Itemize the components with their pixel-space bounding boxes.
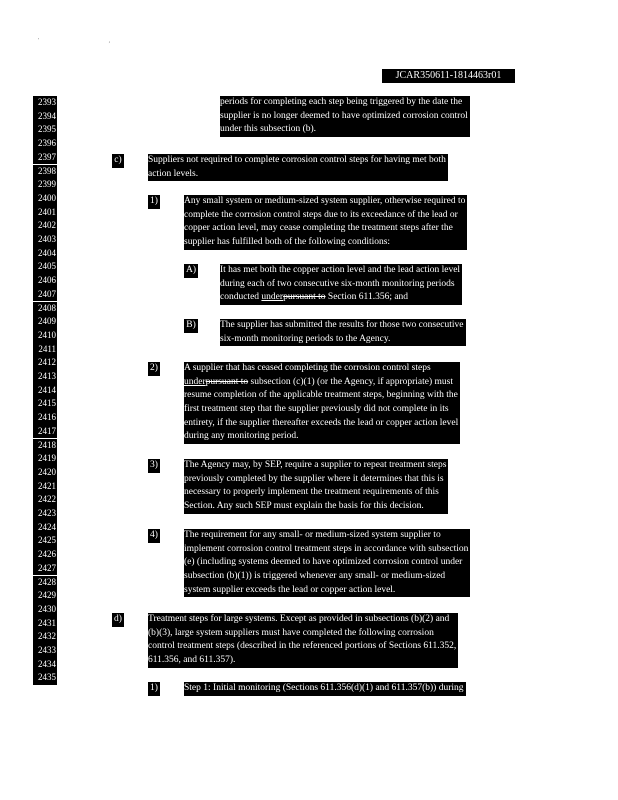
line-number: 2410 (33, 329, 57, 343)
line-number: 2430 (33, 603, 57, 617)
label-c-1-B: B) (184, 319, 198, 333)
line-number: 2418 (33, 439, 57, 453)
text-c-1-B: The supplier has submitted the results for those two consecutive six-month monitoring periods to the Agency. (220, 319, 466, 346)
label-subsection-c: c) (112, 154, 124, 168)
label-subsection-d: d) (112, 613, 124, 627)
line-number: 2408 (33, 302, 57, 316)
line-number: 2435 (33, 671, 57, 685)
label-c-1: 1) (148, 195, 160, 209)
text-c-1-A: It has met both the copper action level and the lead action level during each of two consecutive six-month monitoring periods conducted underpursuant to Section 611.356; and (220, 264, 462, 305)
text-b-continuation: periods for completing each step being triggered by the date the supplier is no longer deemed to have optimized corrosion control under this subsection (b). (220, 96, 470, 137)
line-number: 2393 (33, 96, 57, 110)
line-number: 2407 (33, 288, 57, 302)
line-number: 2414 (33, 384, 57, 398)
line-number: 2427 (33, 562, 57, 576)
line-number: 2433 (33, 644, 57, 658)
line-number: 2429 (33, 589, 57, 603)
line-number: 2411 (33, 343, 57, 357)
label-c-4: 4) (148, 529, 160, 543)
line-number: 2417 (33, 425, 57, 439)
line-number: 2398 (33, 165, 57, 179)
line-number: 2415 (33, 397, 57, 411)
document-reference-id: JCAR350611-1814463r01 (382, 69, 515, 83)
line-number: 2396 (33, 137, 57, 151)
line-number: 2395 (33, 123, 57, 137)
inserted-text: under (184, 376, 206, 387)
line-number: 2434 (33, 658, 57, 672)
text-c-3: The Agency may, by SEP, require a supplier to repeat treatment steps previously completed by the supplier where it determines that this is necessary to properly implement the treatment requirements of this Section. Any such SEP must explain the basis for this decision. (184, 459, 448, 514)
line-number: 2431 (33, 617, 57, 631)
inserted-text: under (261, 292, 284, 303)
line-number: 2397 (33, 151, 57, 165)
line-number: 2412 (33, 356, 57, 370)
line-number: 2399 (33, 178, 57, 192)
line-number: 2426 (33, 548, 57, 562)
text-c-4: The requirement for any small- or medium-sized system supplier to implement corrosion control treatment steps in accordance with subsection (e) (including systems deemed to have optimized corrosion control under subsection (b)(1)) is triggered whenever any small- or medium-sized system supplier exceeds the lead or copper action level. (184, 529, 470, 597)
text-d-1: Step 1: Initial monitoring (Sections 611.356(d)(1) and 611.357(b)) during (184, 682, 466, 696)
text-c-2: A supplier that has ceased completing the corrosion control steps underpursuant to subsection (c)(1) (or the Agency, if appropriate) must resume completion of the applicable treatment steps, beginning with the first treatment step that the supplier previously did not complete in its entirety, if the supplier thereafter exceeds the lead or copper action level during any monitoring period. (184, 362, 460, 444)
label-d-1: 1) (148, 682, 160, 696)
text-subsection-d: Treatment steps for large systems. Except as provided in subsections (b)(2) and (b)(3), large system suppliers must have completed the following corrosion control treatment steps (described in the referenced portions of Sections 611.352, 611.356, and 611.357). (148, 613, 458, 668)
line-number: 2400 (33, 192, 57, 206)
line-number: 2394 (33, 110, 57, 124)
scan-specks: ' , (38, 38, 145, 44)
line-number: 2402 (33, 219, 57, 233)
deleted-text: pursuant to (205, 376, 249, 387)
label-c-1-A: A) (184, 264, 198, 278)
text-c-1: Any small system or medium-sized system supplier, otherwise required to complete the corrosion control steps due to its exceedance of the lead or copper action level, may cease completing the treatment steps after the supplier has fulfilled both of the following conditions: (184, 195, 467, 250)
text-subsection-c: Suppliers not required to complete corrosion control steps for having met both action levels. (148, 154, 448, 181)
line-number: 2422 (33, 493, 57, 507)
line-number: 2428 (33, 576, 57, 590)
line-number: 2406 (33, 274, 57, 288)
deleted-text: pursuant to (283, 292, 326, 303)
line-number: 2420 (33, 466, 57, 480)
line-number: 2421 (33, 480, 57, 494)
line-number: 2423 (33, 507, 57, 521)
line-number: 2404 (33, 247, 57, 261)
line-number: 2403 (33, 233, 57, 247)
line-number: 2413 (33, 370, 57, 384)
line-number: 2409 (33, 315, 57, 329)
line-number: 2401 (33, 206, 57, 220)
label-c-3: 3) (148, 459, 160, 473)
line-number: 2419 (33, 452, 57, 466)
line-number: 2405 (33, 260, 57, 274)
line-number: 2425 (33, 534, 57, 548)
line-number: 2416 (33, 411, 57, 425)
line-number: 2424 (33, 521, 57, 535)
label-c-2: 2) (148, 362, 160, 376)
line-number: 2432 (33, 630, 57, 644)
